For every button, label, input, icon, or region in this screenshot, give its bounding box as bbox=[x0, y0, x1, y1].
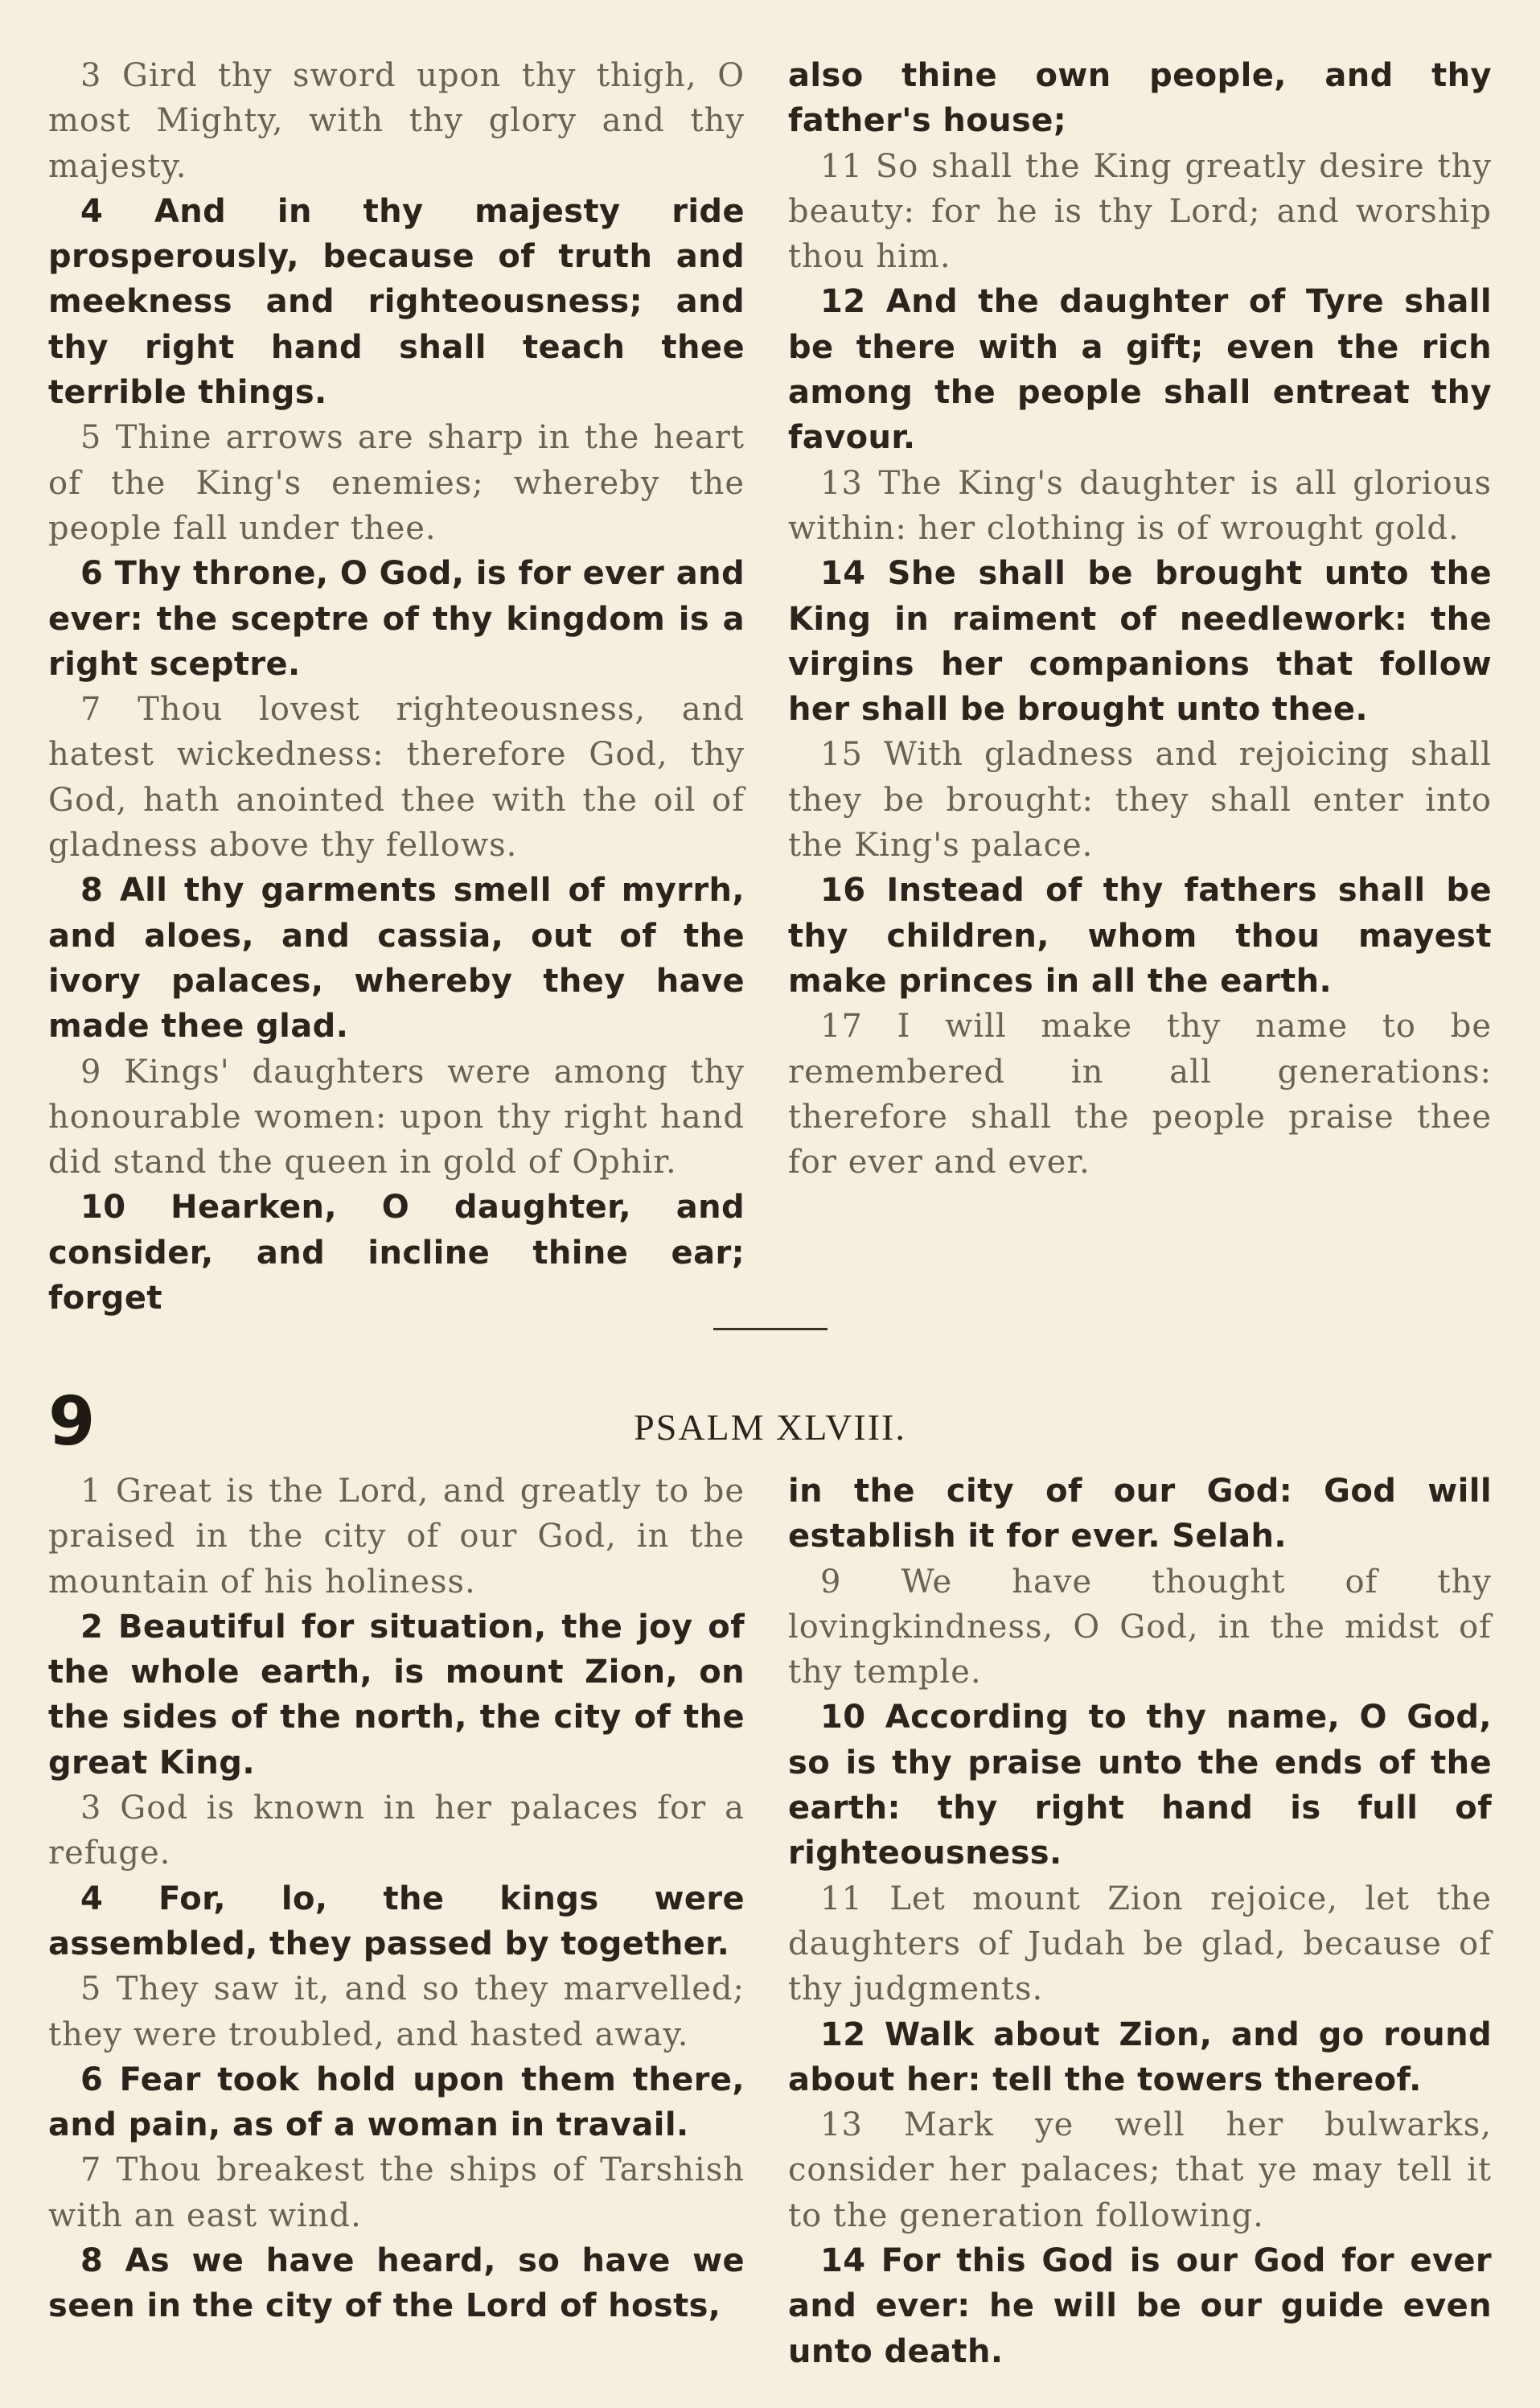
verse: 11 So shall the King greatly desire thy beauty: for he is thy Lord; and worship thou him. bbox=[788, 147, 1492, 276]
verse: 2 Beautiful for situation, the joy of the whole earth, is mount Zion, on the sides of the north, the city of the great King. bbox=[48, 1608, 745, 1781]
verse: 13 Mark ye well her bulwarks, consider her palaces; that ye may tell it to the generation following. bbox=[788, 2106, 1492, 2234]
top-right-column bbox=[788, 53, 1492, 1185]
verse: 12 Walk about Zion, and go round about her: tell the towers thereof. bbox=[788, 2016, 1492, 2098]
verse: 4 And in thy majesty ride prosperously, because of truth and meekness and righteousness; and thy right hand shall teach thee terrible things. bbox=[48, 192, 745, 412]
psalm-right-column bbox=[788, 1469, 1492, 2374]
verse: 3 God is known in her palaces for a refuge. bbox=[48, 1790, 745, 1872]
psalm-title: PSALM XLVIII. bbox=[634, 1407, 906, 1448]
verse: 12 And the daughter of Tyre shall be there with a gift; even the rich among the people shall entreat thy favour. bbox=[788, 283, 1492, 457]
psalm-left-column bbox=[48, 1469, 745, 2329]
verse: 10 Hearken, O daughter, and consider, and incline thine ear; forget bbox=[48, 1189, 745, 1317]
top-left-column bbox=[48, 53, 745, 1321]
verse: 9 Kings' daughters were among thy honourable women: upon thy right hand did stand the queen in gold of Ophir. bbox=[48, 1053, 745, 1181]
verse: in the city of our God: God will establish it for ever. Selah. bbox=[788, 1473, 1492, 1555]
verse: 17 I will make thy name to be remembered in all generations: therefore shall the people praise thee for ever and ever. bbox=[788, 1008, 1492, 1181]
verse: also thine own people, and thy father's house; bbox=[788, 57, 1492, 140]
section-divider bbox=[713, 1328, 827, 1330]
verse: 13 The King's daughter is all glorious within: her clothing is of wrought gold. bbox=[788, 464, 1492, 547]
verse: 10 According to thy name, O God, so is thy praise unto the ends of the earth: thy right hand is full of righteousness. bbox=[788, 1699, 1492, 1872]
psalm-number: 9 bbox=[48, 1382, 96, 1461]
verse: 7 Thou breakest the ships of Tarshish with an east wind. bbox=[48, 2151, 745, 2234]
verse: 15 With gladness and rejoicing shall they be brought: they shall enter into the King's palace. bbox=[788, 736, 1492, 865]
verse: 3 Gird thy sword upon thy thigh, O most Mighty, with thy glory and thy majesty. bbox=[48, 57, 745, 185]
verse: 7 Thou lovest righteousness, and hatest wickedness: therefore God, thy God, hath anointed thee with the oil of gladness above thy fellows. bbox=[48, 691, 745, 865]
verse: 11 Let mount Zion rejoice, let the daughters of Judah be glad, because of thy judgments. bbox=[788, 1880, 1492, 2008]
verse: 8 As we have heard, so have we seen in the city of the Lord of hosts, bbox=[48, 2242, 745, 2325]
verse: 5 They saw it, and so they marvelled; they were troubled, and hasted away. bbox=[48, 1970, 745, 2053]
verse: 14 She shall be brought unto the King in raiment of needlework: the virgins her companions that follow her shall be brought unto thee. bbox=[788, 555, 1492, 729]
verse: 1 Great is the Lord, and greatly to be praised in the city of our God, in the mountain of his holiness. bbox=[48, 1473, 745, 1601]
verse: 4 For, lo, the kings were assembled, they passed by together. bbox=[48, 1880, 745, 1962]
verse: 5 Thine arrows are sharp in the heart of the King's enemies; whereby the people fall under thee. bbox=[48, 419, 745, 547]
verse: 8 All thy garments smell of myrrh, and aloes, and cassia, out of the ivory palaces, whereby they have made thee glad. bbox=[48, 872, 745, 1046]
verse: 6 Fear took hold upon them there, and pain, as of a woman in travail. bbox=[48, 2061, 745, 2144]
verse: 6 Thy throne, O God, is for ever and ever: the sceptre of thy kingdom is a right sceptre. bbox=[48, 555, 745, 683]
verse: 9 We have thought of thy lovingkindness, O God, in the midst of thy temple. bbox=[788, 1563, 1492, 1691]
verse: 16 Instead of thy fathers shall be thy children, whom thou mayest make princes in all the earth. bbox=[788, 872, 1492, 1000]
verse: 14 For this God is our God for ever and ever: he will be our guide even unto death. bbox=[788, 2242, 1492, 2370]
